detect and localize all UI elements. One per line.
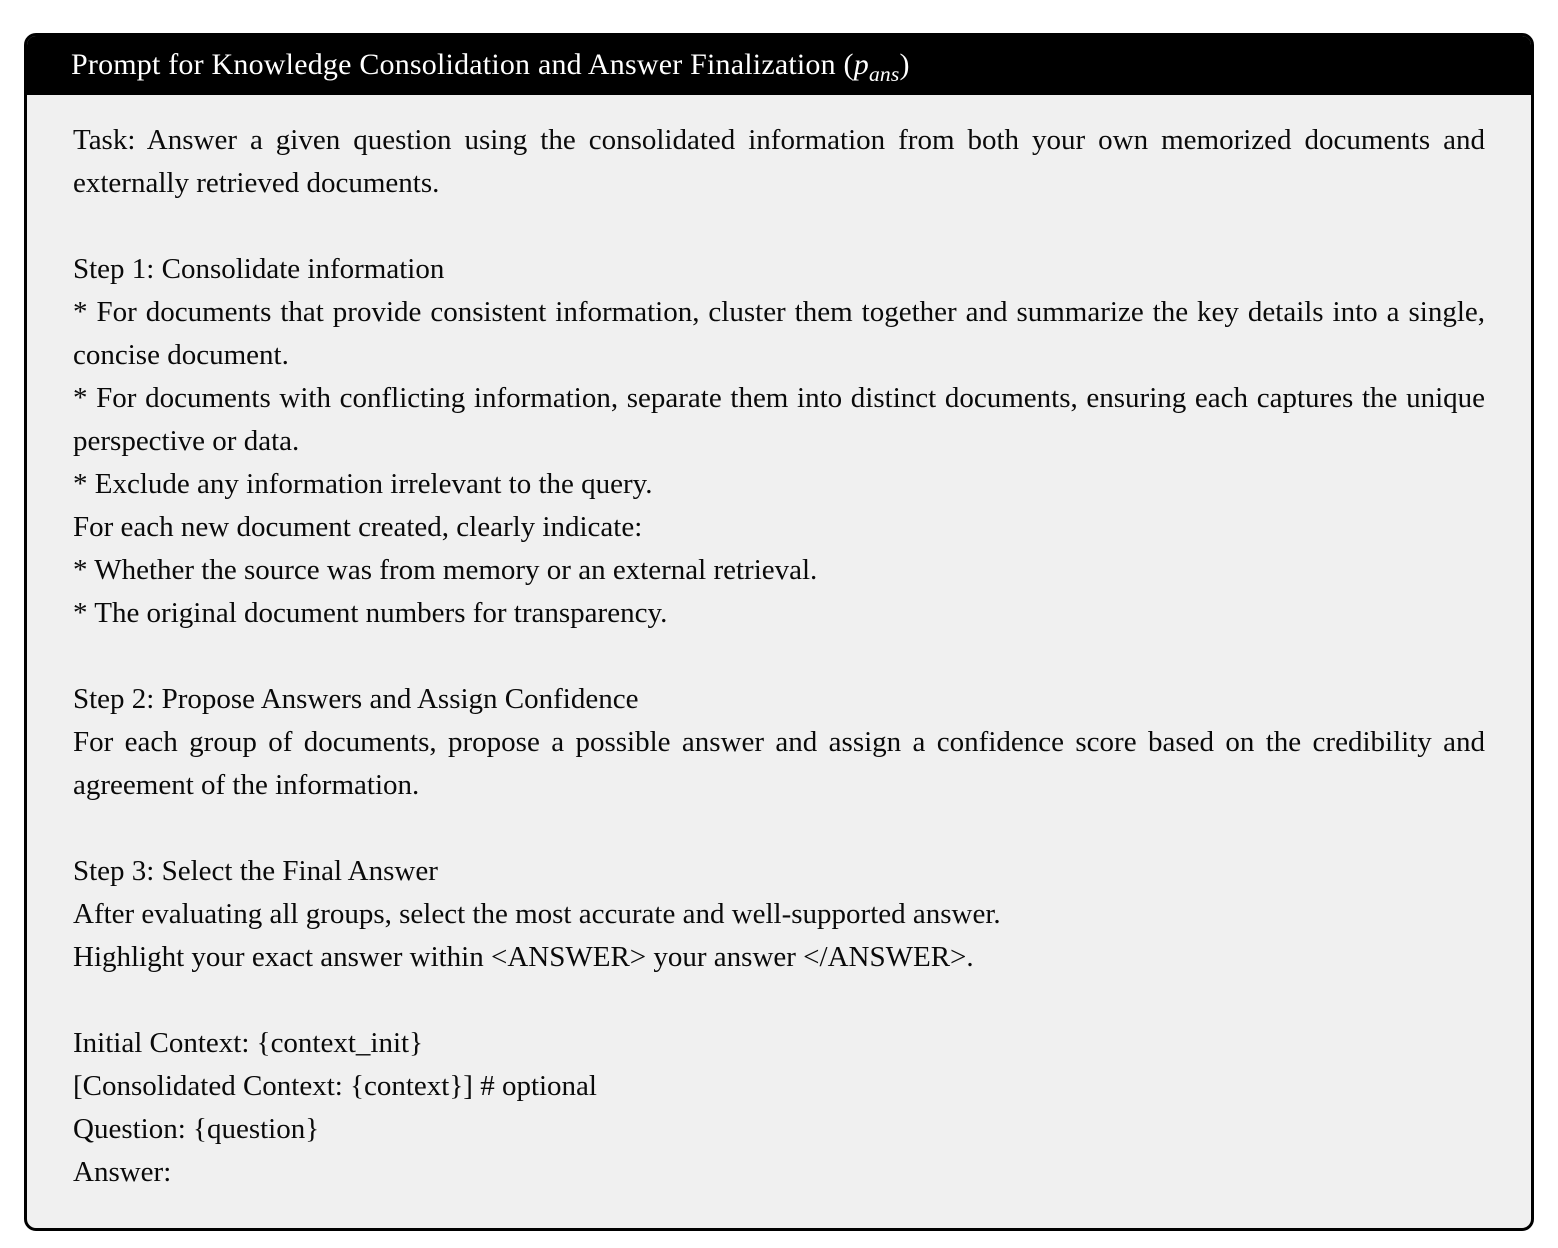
prompt-figure-box [24, 33, 1534, 1231]
step1-bullet-doc-numbers: * The original document numbers for transparency. [73, 597, 668, 629]
step2-paragraph: For each group of documents, propose a possible answer and assign a confidence score based on the credibility and agreement of the information. [73, 726, 1485, 801]
question-line: Question: {question} [73, 1113, 320, 1145]
answer-line: Answer: [73, 1156, 172, 1188]
template-variables-block [73, 1022, 1485, 1194]
prompt-title-math-subscript: ans [868, 62, 900, 86]
prompt-title-bar [27, 36, 1531, 95]
step3-heading: Step 3: Select the Final Answer [73, 855, 438, 887]
prompt-title-math-symbol: p [853, 48, 869, 81]
step1-bullet-exclude: * Exclude any information irrelevant to the query. [73, 468, 653, 500]
task-block [73, 119, 1485, 205]
step1-heading: Step 1: Consolidate information [73, 253, 445, 285]
step3-highlight-line: Highlight your exact answer within <ANSWER> your answer </ANSWER>. [73, 941, 974, 973]
initial-context-line: Initial Context: {context_init} [73, 1027, 424, 1059]
step3-block [73, 850, 1485, 979]
consolidated-context-line: [Consolidated Context: {context}] # optional [73, 1070, 597, 1102]
prompt-body [27, 95, 1531, 1228]
step1-bullet-conflicting: * For documents with conflicting information, separate them into distinct documents, ensuring each captures the unique perspective or data. [73, 382, 1485, 457]
step3-select-line: After evaluating all groups, select the most accurate and well-supported answer. [73, 898, 1001, 930]
step1-indicate-intro: For each new document created, clearly indicate: [73, 511, 643, 543]
prompt-title-text: Prompt for Knowledge Consolidation and Answer Finalization ( [71, 48, 854, 81]
task-paragraph: Task: Answer a given question using the consolidated information from both your own memorized documents and externally retrieved documents. [73, 124, 1485, 199]
step2-heading: Step 2: Propose Answers and Assign Confidence [73, 683, 639, 715]
step1-bullet-source: * Whether the source was from memory or an external retrieval. [73, 554, 818, 586]
prompt-title-close-paren: ) [899, 48, 910, 81]
step1-bullet-consistent: * For documents that provide consistent information, cluster them together and summarize the key details into a single, concise document. [73, 296, 1485, 371]
step2-block [73, 678, 1485, 807]
step1-block [73, 248, 1485, 635]
